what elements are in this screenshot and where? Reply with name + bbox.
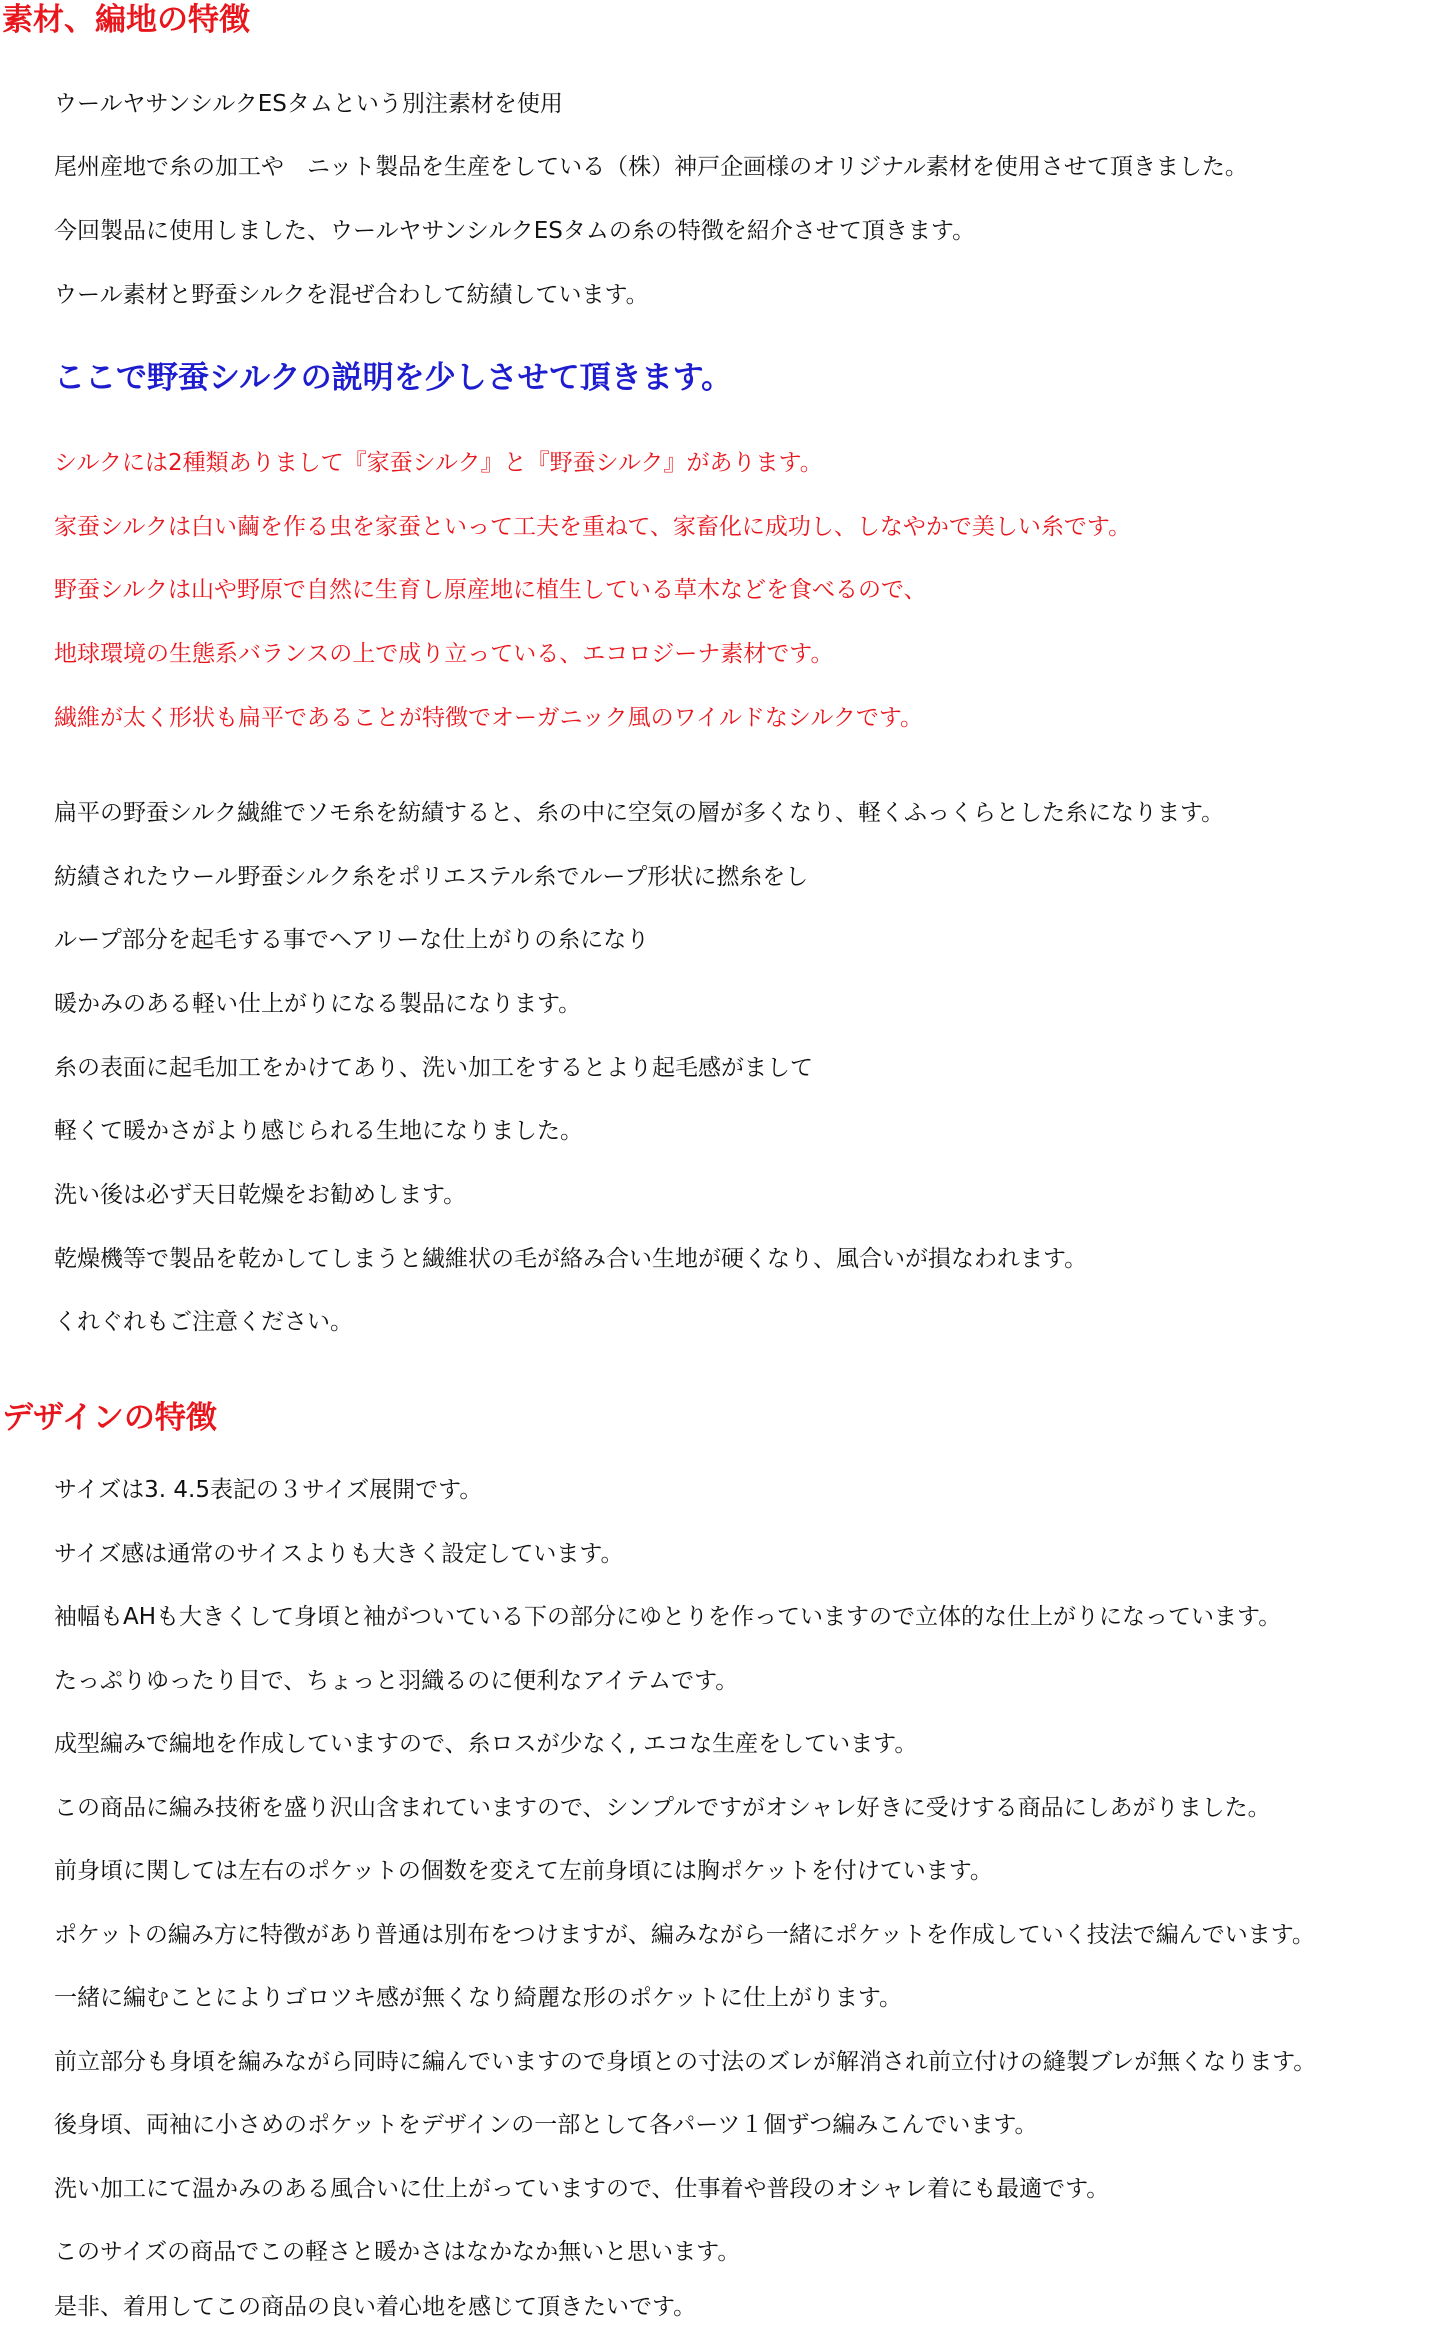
material-body-line-8: 乾燥機等で製品を乾かしてしまうと繊維状の毛が絡み合い生地が硬くなり、風合いが損なわれます。 <box>54 1246 1088 1272</box>
wild-silk-line-1: シルクには2種類ありまして『家蚕シルク』と『野蚕シルク』があります。 <box>54 450 823 476</box>
material-body-line-1: 扁平の野蚕シルク繊維でソモ糸を紡績すると、糸の中に空気の層が多くなり、軽くふっくらとした糸になります。 <box>54 800 1225 826</box>
design-line-7: 前身頃に関しては左右のポケットの個数を変えて左前身頃には胸ポケットを付けています。 <box>54 1858 993 1884</box>
wild-silk-line-2: 家蚕シルクは白い繭を作る虫を家蚕といって工夫を重ねて、家畜化に成功し、しなやかで美しい糸です。 <box>54 514 1132 540</box>
design-line-3: 袖幅もAHも大きくして身頃と袖がついている下の部分にゆとりを作っていますので立体的な仕上がりになっています。 <box>54 1604 1282 1630</box>
design-line-1: サイズは3. 4.5表記の３サイズ展開です。 <box>54 1477 483 1503</box>
material-section-title: 素材、編地の特徴 <box>2 2 250 38</box>
design-line-11: 後身頃、両袖に小さめのポケットをデザインの一部として各パーツ１個ずつ編みこんでいます。 <box>54 2112 1038 2138</box>
material-body-line-3: ループ部分を起毛する事でヘアリーな仕上がりの糸になり <box>54 927 650 953</box>
design-line-2: サイズ感は通常のサイスよりも大きく設定しています。 <box>54 1541 624 1567</box>
material-body-line-2: 紡績されたウール野蚕シルク糸をポリエステル糸でループ形状に撚糸をし <box>54 864 809 890</box>
design-line-14: 是非、着用してこの商品の良い着心地を感じて頂きたいです。 <box>54 2294 697 2320</box>
material-intro-line-1: ウールヤサンシルクESタムという別注素材を使用 <box>54 91 563 117</box>
wild-silk-heading: ここで野蚕シルクの説明を少しさせて頂きます。 <box>54 360 733 396</box>
material-body-line-9: くれぐれもご注意ください。 <box>54 1309 353 1335</box>
design-line-9: 一緒に編むことによりゴロツキ感が無くなり綺麗な形のポケットに仕上がります。 <box>54 1985 903 2011</box>
material-body-line-4: 暖かみのある軽い仕上がりになる製品になります。 <box>54 991 582 1017</box>
design-line-4: たっぷりゆったり目で、ちょっと羽織るのに便利なアイテムです。 <box>54 1668 739 1694</box>
material-intro-line-2: 尾州産地で糸の加工や ニット製品を生産をしている（株）神戸企画様のオリジナル素材を使用させて頂きました。 <box>54 154 1248 180</box>
design-line-10: 前立部分も身頃を編みながら同時に編んでいますので身頃との寸法のズレが解消され前立付けの縫製ブレが無くなります。 <box>54 2049 1317 2075</box>
material-body-line-7: 洗い後は必ず天日乾燥をお勧めします。 <box>54 1182 467 1208</box>
design-line-5: 成型編みで編地を作成していますので、糸ロスが少なく, エコな生産をしています。 <box>54 1731 918 1757</box>
material-intro-line-4: ウール素材と野蚕シルクを混ぜ合わして紡績しています。 <box>54 282 649 308</box>
wild-silk-line-3: 野蚕シルクは山や野原で自然に生育し原産地に植生している草木などを食べるので、 <box>54 577 927 603</box>
material-body-line-6: 軽くて暖かさがより感じられる生地になりました。 <box>54 1118 583 1144</box>
material-intro-line-3: 今回製品に使用しました、ウールヤサンシルクESタムの糸の特徴を紹介させて頂きます。 <box>54 218 976 244</box>
design-section-title: デザインの特徴 <box>2 1400 217 1436</box>
design-line-13: このサイズの商品でこの軽さと暖かさはなかなか無いと思います。 <box>54 2239 741 2265</box>
wild-silk-line-4: 地球環境の生態系バランスの上で成り立っている、エコロジーナ素材です。 <box>54 641 834 667</box>
design-line-12: 洗い加工にて温かみのある風合いに仕上がっていますので、仕事着や普段のオシャレ着にも最適です。 <box>54 2176 1110 2202</box>
design-line-8: ポケットの編み方に特徴があり普通は別布をつけますが、編みながら一緒にポケットを作成していく技法で編んでいます。 <box>54 1922 1315 1948</box>
wild-silk-line-5: 繊維が太く形状も扁平であることが特徴でオーガニック風のワイルドなシルクです。 <box>54 705 924 731</box>
design-line-6: この商品に編み技術を盛り沢山含まれていますので、シンプルですがオシャレ好きに受けする商品にしあがりました。 <box>54 1795 1271 1821</box>
material-body-line-5: 糸の表面に起毛加工をかけてあり、洗い加工をするとより起毛感がまして <box>54 1055 813 1081</box>
